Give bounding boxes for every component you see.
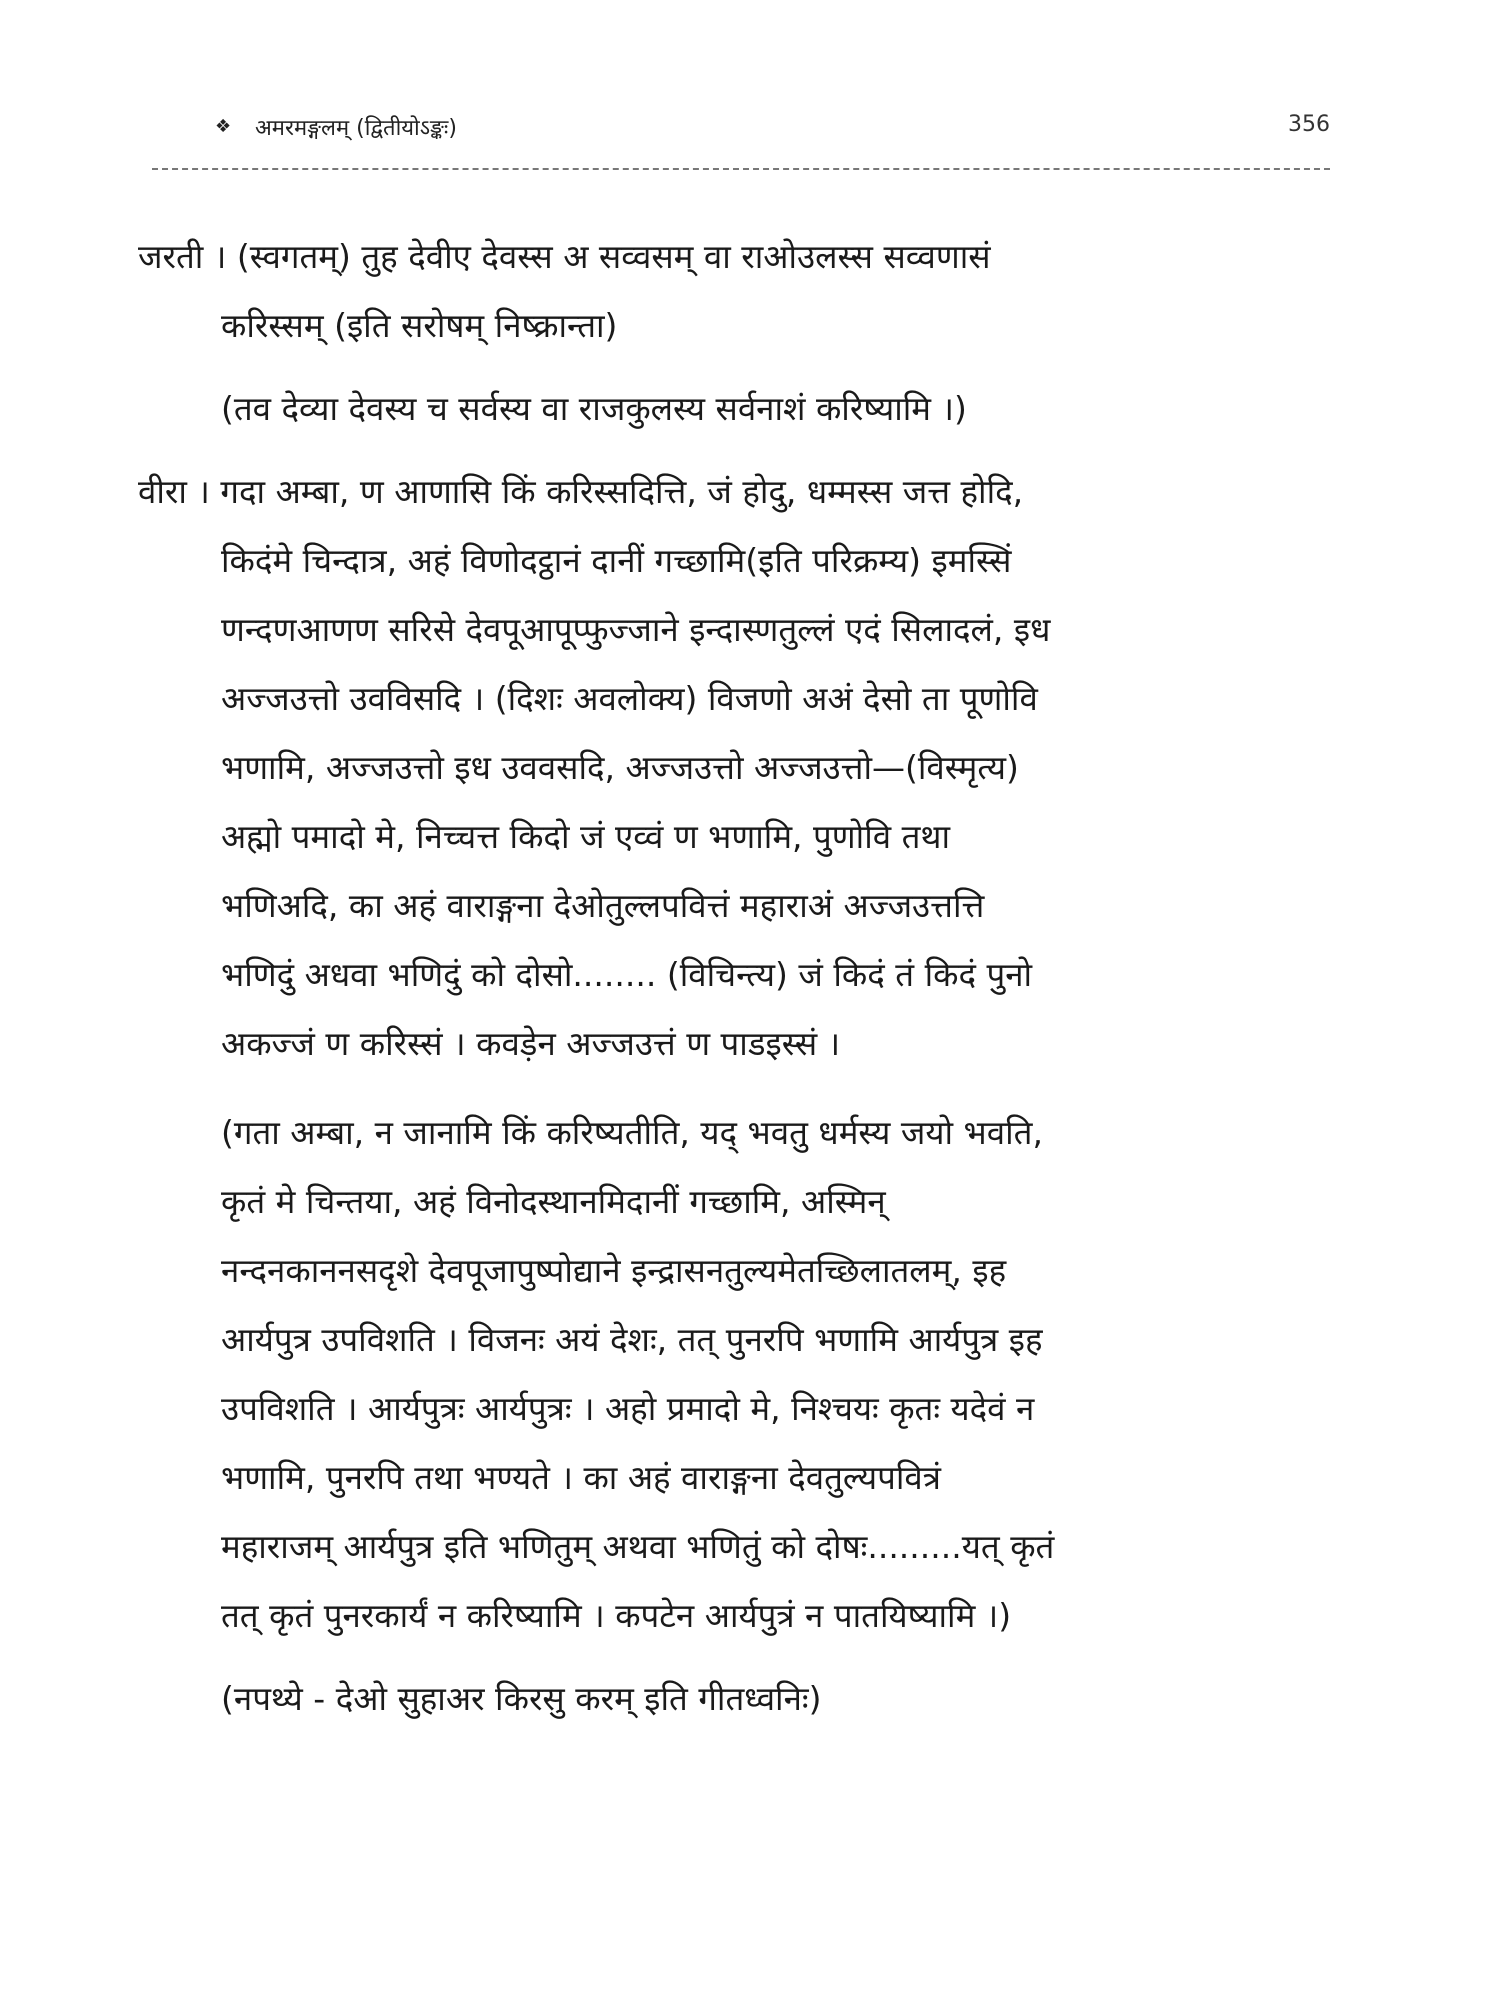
text-line: किदंमे चिन्दात्र, अहं विणोदट्ठानं दानीं गच्छामि(इति परिक्रम्य) इमस्सिं — [221, 541, 1012, 580]
text-line: तत् कृतं पुनरकार्यं न करिष्यामि । कपटेन आर्यपुत्रं न पातयिष्यामि ।) — [221, 1596, 1012, 1635]
text-line: नन्दनकाननसदृशे देवपूजापुष्पोद्याने इन्द्रासनतुल्यमेतच्छिलातलम्, इह — [221, 1251, 1007, 1290]
page-header — [215, 112, 1330, 152]
text-line: आर्यपुत्र उपविशति । विजनः अयं देशः, तत् पुनरपि भणामि आर्यपुत्र इह — [221, 1320, 1043, 1359]
running-title: अमरमङ्गलम् (द्वितीयोऽङ्कः) — [255, 116, 457, 141]
translation-block-jarati — [138, 374, 1378, 443]
text-line: अज्जउत्तो उवविसदि । (दिशः अवलोक्य) विजणो अअं देसो ता पूणोवि — [221, 679, 1038, 718]
text-line: वीरा । गदा अम्बा, ण आणासि किं करिस्सदित्ति, जं होदु, धम्मस्स जत्त होदि, — [138, 472, 1024, 511]
speech-block-jarati — [138, 222, 1378, 360]
text-line: (गता अम्बा, न जानामि किं करिष्यतीति, यद् भवतु धर्मस्य जयो भवति, — [221, 1113, 1043, 1152]
page-number: 356 — [1288, 112, 1330, 137]
text-line: भणिअदि, का अहं वाराङ्गना देओतुल्लपवित्तं महाराअं अज्जउत्तत्ति — [221, 886, 985, 925]
ornament-icon: ❖ — [215, 116, 232, 137]
text-line: महाराजम् आर्यपुत्र इति भणितुम् अथवा भणितुं को दोषः.........यत् कृतं — [221, 1527, 1055, 1566]
text-line: अह्मो पमादो मे, निच्चत्त किदो जं एव्वं ण भणामि, पुणोवि तथा — [221, 817, 951, 856]
speech-block-veera — [138, 457, 1378, 1078]
translation-block-veera — [138, 1098, 1378, 1650]
text-line: णन्दणआणण सरिसे देवपूआपूप्फुज्जाने इन्दास्णतुल्लं एदं सिलादलं, इध — [221, 610, 1051, 649]
text-body — [138, 222, 1378, 1733]
text-line: उपविशति । आर्यपुत्रः आर्यपुत्रः । अहो प्रमादो मे, निश्चयः कृतः यदेवं न — [221, 1389, 1035, 1428]
text-line: जरती । (स्वगतम्) तुह देवीए देवस्स अ सव्वसम् वा राओउलस्स सव्वणासं — [138, 237, 991, 276]
text-line: करिस्सम् (इति सरोषम् निष्क्रान्ता) — [221, 306, 618, 345]
text-line: भणामि, पुनरपि तथा भण्यते । का अहं वाराङ्गना देवतुल्यपवित्रं — [221, 1458, 941, 1497]
text-line: अकज्जं ण करिस्सं । कवड़ेन अज्जउत्तं ण पाडइस्सं । — [221, 1024, 841, 1063]
text-line: (तव देव्या देवस्य च सर्वस्य वा राजकुलस्य सर्वनाशं करिष्यामि ।) — [221, 389, 967, 428]
text-line: (नपथ्ये - देओ सुहाअर किरसु करम् इति गीतध्वनिः) — [221, 1679, 822, 1718]
text-line: कृतं मे चिन्तया, अहं विनोदस्थानमिदानीं गच्छामि, अस्मिन् — [221, 1182, 886, 1221]
stage-direction — [138, 1664, 1378, 1733]
text-line: भणिदुं अधवा भणिदुं को दोसो........ (विचिन्त्य) जं किदं तं किदं पुनो — [221, 955, 1033, 994]
header-divider — [152, 168, 1330, 170]
text-line: भणामि, अज्जउत्तो इध उववसदि, अज्जउत्तो अज्जउत्तो—(विस्मृत्य) — [221, 748, 1019, 787]
